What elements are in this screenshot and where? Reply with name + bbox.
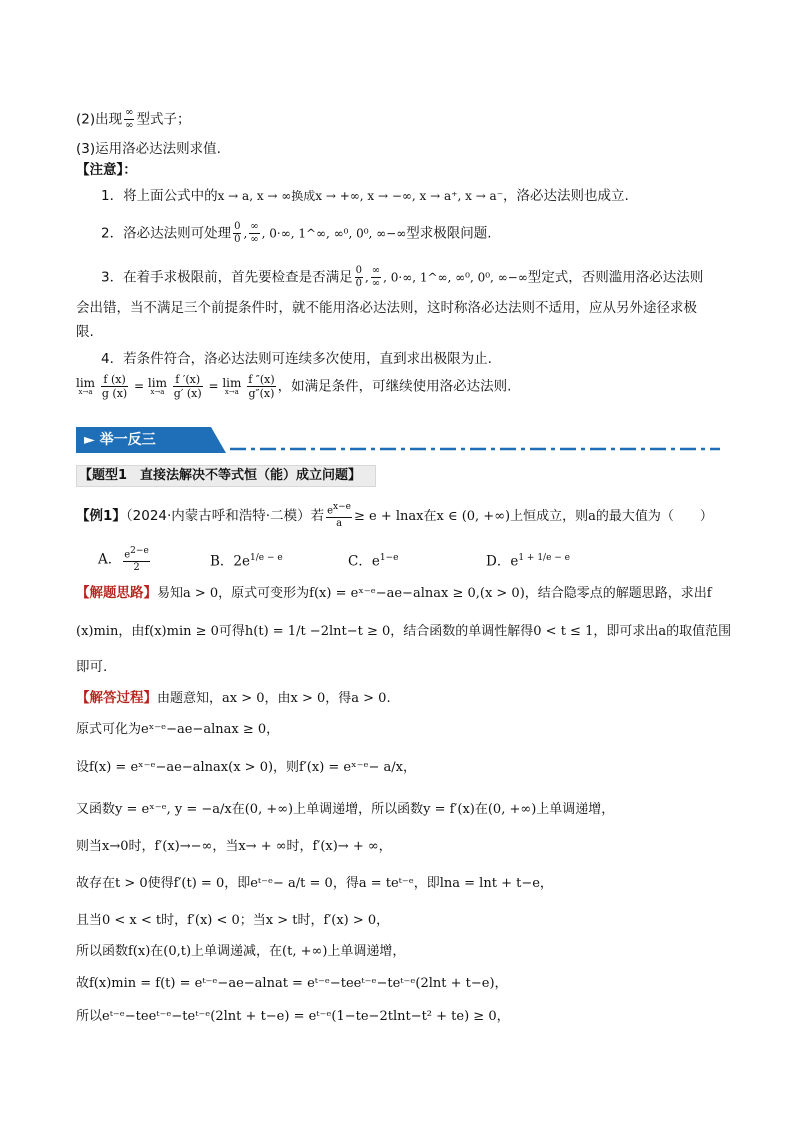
note-4: 4．若条件符合，洛必达法则可连续多次使用，直到求出极限为止. (101, 351, 492, 367)
solution-line-5: 则当x→0时，f′(x)→−∞，当x→ + ∞时，f′(x)→ + ∞， (76, 839, 392, 854)
note-1 (101, 186, 629, 206)
solution-line-1 (76, 688, 391, 709)
note-3-prefix: 3．在着手求极限前，首先要检查是否满足 (101, 269, 353, 286)
zero-over-zero-fraction: $\frac{0}{0}$ (234, 221, 241, 245)
solution-line-3: 设f(x) = eˣ⁻ᵉ−ae−alnax(x > 0)，则f′(x) = eˣ⁻ᵉ− a/x， (76, 760, 417, 775)
note-1-suffix: ，洛必达法则也成立. (503, 188, 629, 204)
solution-line-8: 所以函数f(x)在(0,t)上单调递减，在(t, +∞)上单调递增， (76, 944, 406, 959)
idea-text-1: 易知a > 0，原式可变形为f(x) = eˣ⁻ᵉ−ae−alnax ≥ 0,(x > 0)，结合隐零点的解题思路，求出f (157, 586, 712, 601)
solution-label: 【解答过程】 (76, 690, 157, 706)
option-b: B．$2e^{1/e - e}$ (210, 553, 283, 570)
solution-line-6: 故存在t > 0使得f′(t) = 0，即eᵗ⁻ᵉ− a/t = 0，得a = teᵗ⁻ᵉ，即lna = lnt + t−e， (76, 876, 553, 891)
example-source: （2024·内蒙古呼和浩特·二模）若 (125, 508, 325, 525)
note-3-line-2: 会出错，当不满足三个前提条件时，就不能用洛必达法则，这时称洛必达法则不适用，应从另外途径求极 (76, 300, 697, 316)
idea-line-3: 即可. (76, 659, 108, 675)
solution-line-9: 故f(x)min = f(t) = eᵗ⁻ᵉ−ae−alnat = eᵗ⁻ᵉ−teeᵗ⁻ᵉ−teᵗ⁻ᵉ(2lnt + t−e)， (76, 976, 508, 991)
option-d-letter: D． (486, 553, 511, 570)
option-b-letter: B． (210, 553, 234, 570)
note-title: 【注意】： (76, 162, 137, 178)
note-3-math: , 0·∞, 1^∞, ∞⁰, 0⁰, ∞−∞ (383, 270, 528, 285)
note-1-prefix: 1．将上面公式中的 (101, 188, 218, 204)
zero-over-zero-fraction: $\frac{0}{0}$ (355, 265, 362, 289)
option-d: D．$e^{1 + 1/e - e}$ (486, 553, 570, 570)
inf-over-inf-fraction: $\frac{\infty}{\infty}$ (125, 107, 134, 131)
note-3-line-3: 限. (76, 324, 94, 340)
option-a: A． $\frac{e^{2-e}}{2}$ (98, 546, 149, 574)
example-label: 【例1】 (76, 508, 126, 525)
idea-line-2: (x)min，由f(x)min ≥ 0可得h(t) = 1/t −2lnt−t ≥ 0，结合函数的单调性解得0 < t ≤ 1，即可求出a的取值范围 (76, 624, 732, 639)
condition-2-prefix: (2)出现 (76, 111, 123, 128)
inf-over-inf-fraction: $\frac{\infty}{\infty}$ (250, 221, 259, 245)
section-banner-label: ► 举一反三 (84, 432, 156, 448)
solution-line-10: 所以eᵗ⁻ᵉ−teeᵗ⁻ᵉ−teᵗ⁻ᵉ(2lnt + t−e) = eᵗ⁻ᵉ(1−te−2tlnt−t² + te) ≥ 0， (76, 1009, 510, 1024)
solution-text-1: 由题意知，ax > 0，由x > 0，得a > 0. (157, 691, 391, 706)
option-a-letter: A． (98, 551, 122, 568)
lhopital-formula: lim x→a $\frac{f (x)}{g (x)}$ = lim x→a $\frac{f '(x)}{g' (x)}$ = lim x→a $\frac{f ''(x)}{g''(x)}$ ，如满足条件，可继续使用洛必达法则. (76, 373, 512, 400)
solution-line-4: 又函数y = eˣ⁻ᵉ, y = −a/x在(0, +∞)上单调递增，所以函数y = f′(x)在(0, +∞)上单调递增， (76, 802, 615, 817)
solution-line-2: 原式可化为eˣ⁻ᵉ−ae−alnax ≥ 0， (76, 722, 280, 737)
note-3-line-1: 3．在着手求极限前，首先要检查是否满足 $\frac{0}{0}$ , $\frac{\infty}{\infty}$ , 0·∞, 1^∞, ∞⁰, 0⁰, ∞−∞型定式，否则滥用洛必达法则 (101, 265, 704, 289)
option-c: C．$e^{1-e}$ (348, 553, 399, 570)
condition-2-suffix: 型式子； (136, 111, 191, 128)
note-2-suffix: 型求极限问题. (406, 225, 492, 242)
note-3-suffix: 型定式，否则滥用洛必达法则 (527, 269, 704, 286)
example-condition: ≥ e + lnax在x ∈ (0, +∞)上恒成立，则a的最大值为（ ） (353, 509, 713, 525)
question-type-label: 【题型1 直接法解决不等式恒（能）成立问题】 (76, 465, 376, 487)
idea-line-1 (76, 583, 712, 604)
note-2-prefix: 2．洛必达法则可处理 (101, 225, 232, 242)
note-2: 2．洛必达法则可处理 $\frac{0}{0}$ , $\frac{\infty}{\infty}$ , 0·∞, 1^∞, ∞⁰, 0⁰, ∞−∞型求极限问题. (101, 221, 492, 245)
example-fraction: $\frac{e^{x-e}}{a}$ (327, 502, 351, 530)
condition-3: (3)运用洛必达法则求值. (76, 141, 221, 157)
condition-2 (76, 108, 190, 131)
solution-line-7: 且当0 < x < t时，f′(x) < 0；当x > t时，f′(x) > 0， (76, 913, 390, 928)
example-1-stem (76, 503, 713, 529)
note-1-math: x → a, x → ∞换成x → +∞, x → −∞, x → a⁺, x → a⁻ (217, 189, 504, 203)
note-4-formula-suffix: ，如满足条件，可继续使用洛必达法则. (277, 378, 512, 395)
idea-label: 【解题思路】 (76, 585, 157, 601)
note-2-math: , 0·∞, 1^∞, ∞⁰, 0⁰, ∞−∞ (261, 226, 407, 241)
option-c-letter: C． (348, 553, 372, 570)
inf-over-inf-fraction: $\frac{\infty}{\infty}$ (371, 265, 381, 289)
section-divider (230, 447, 720, 451)
